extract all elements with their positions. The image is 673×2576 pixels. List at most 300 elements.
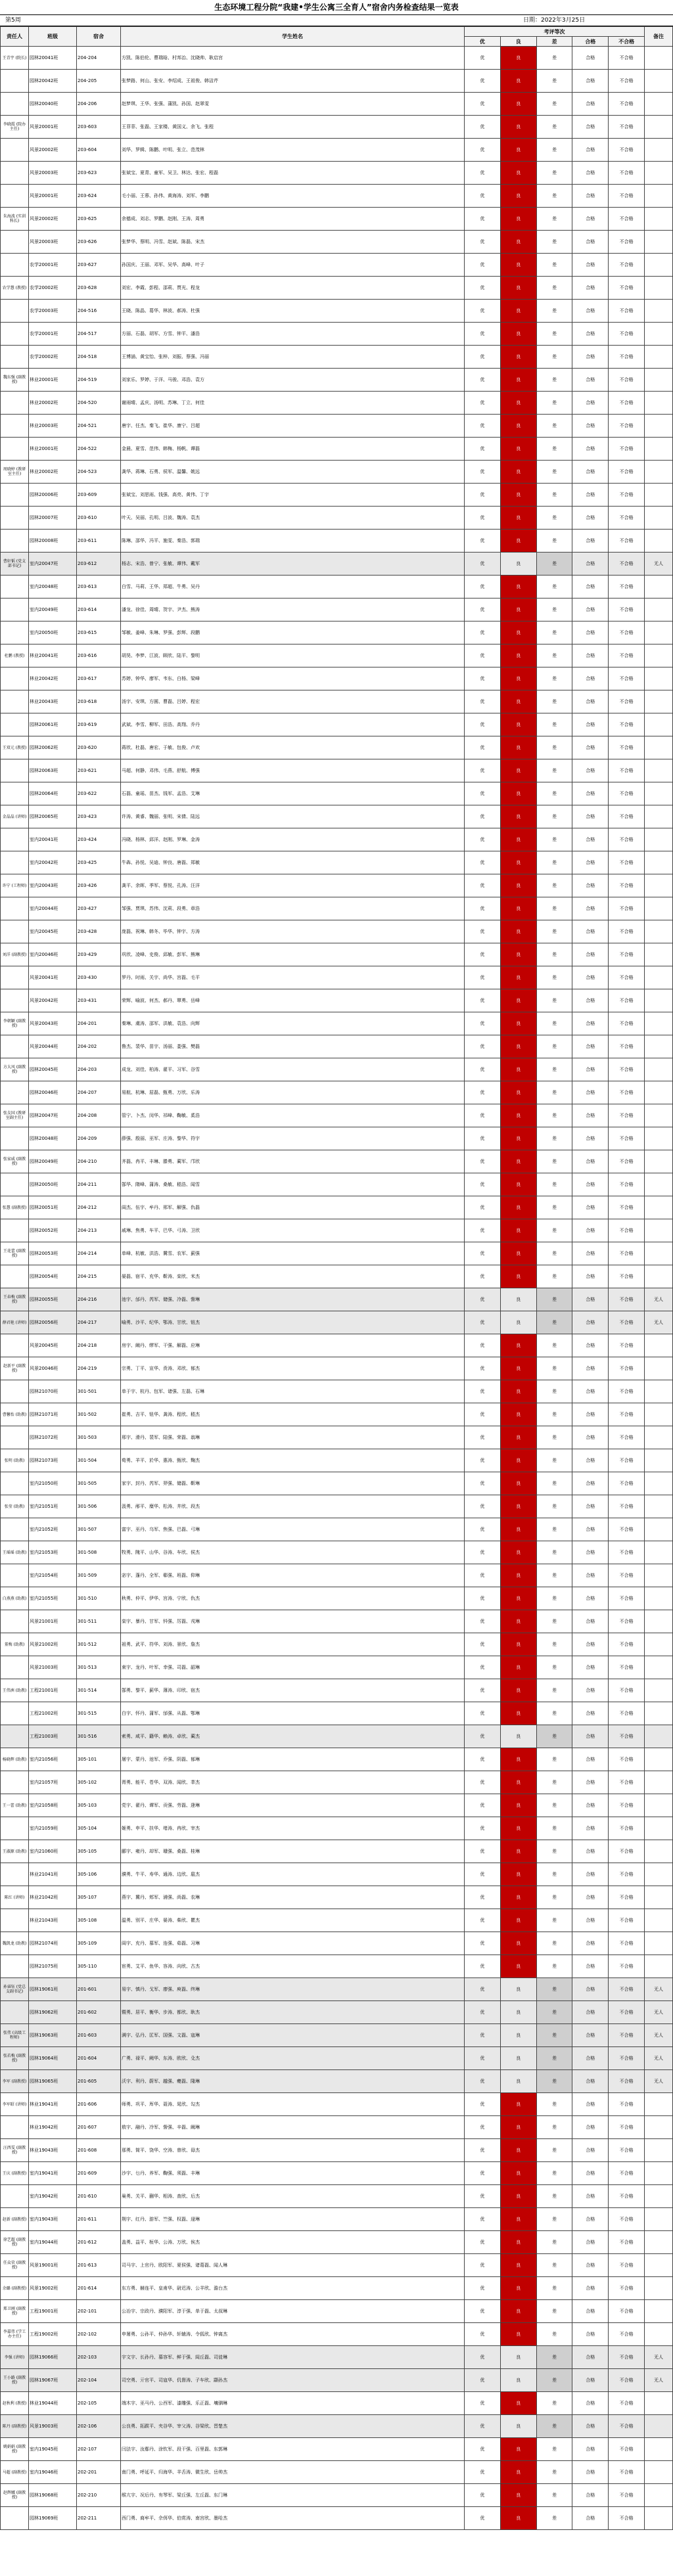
table-row bbox=[1, 1426, 673, 1449]
class-cell: 园林19068班 bbox=[29, 2484, 77, 2507]
class-cell: 室内21056班 bbox=[29, 1748, 77, 1771]
score-cell: 优 bbox=[465, 1104, 501, 1127]
owner-cell bbox=[1, 690, 29, 713]
owner-cell bbox=[1, 782, 29, 805]
result-cell: 合格 bbox=[572, 1564, 609, 1587]
table-row bbox=[1, 484, 673, 507]
class-cell: 风景21002班 bbox=[29, 1633, 77, 1656]
room-cell: 201-613 bbox=[77, 2254, 121, 2277]
table-row bbox=[1, 2254, 673, 2277]
fail-cell: 不合格 bbox=[609, 1909, 645, 1932]
score-cell: 良 bbox=[500, 1817, 536, 1840]
room-cell: 301-514 bbox=[77, 1679, 121, 1702]
score-cell: 良 bbox=[500, 1840, 536, 1863]
score-cell: 良 bbox=[500, 2231, 536, 2254]
fail-cell: 不合格 bbox=[609, 1610, 645, 1633]
fail-cell: 不合格 bbox=[609, 736, 645, 759]
score-cell: 差 bbox=[536, 805, 572, 828]
fail-cell: 不合格 bbox=[609, 1449, 645, 1472]
score-cell: 优 bbox=[465, 599, 501, 621]
score-cell: 优 bbox=[465, 2231, 501, 2254]
result-cell: 合格 bbox=[572, 1449, 609, 1472]
fail-cell: 不合格 bbox=[609, 599, 645, 621]
table-row bbox=[1, 1725, 673, 1748]
score-cell: 优 bbox=[465, 2024, 501, 2047]
class-cell: 园林20054班 bbox=[29, 1265, 77, 1288]
score-cell: 优 bbox=[465, 667, 501, 690]
fail-cell: 不合格 bbox=[609, 346, 645, 369]
score-cell: 优 bbox=[465, 1449, 501, 1472]
score-cell: 优 bbox=[465, 2415, 501, 2438]
result-cell: 合格 bbox=[572, 1702, 609, 1725]
table-row bbox=[1, 1127, 673, 1150]
score-cell: 差 bbox=[536, 690, 572, 713]
room-cell: 301-502 bbox=[77, 1403, 121, 1426]
room-cell: 201-602 bbox=[77, 2001, 121, 2024]
note-cell bbox=[645, 782, 673, 805]
room-cell: 305-104 bbox=[77, 1817, 121, 1840]
names-cell: 房宇、阚丹、缪军、干强、解磊、应琳 bbox=[121, 1334, 465, 1357]
date-label: 日期：2022年3月25日 bbox=[523, 17, 586, 24]
score-cell: 良 bbox=[500, 70, 536, 93]
score-cell: 良 bbox=[500, 599, 536, 621]
header-fail: 不合格 bbox=[609, 37, 645, 47]
score-cell: 优 bbox=[465, 2438, 501, 2461]
table-row bbox=[1, 1518, 673, 1541]
owner-cell bbox=[1, 1035, 29, 1058]
score-cell: 良 bbox=[500, 1702, 536, 1725]
score-cell: 优 bbox=[465, 2300, 501, 2323]
score-cell: 优 bbox=[465, 1909, 501, 1932]
table-row bbox=[1, 1403, 673, 1426]
class-cell: 室内20047班 bbox=[29, 553, 77, 576]
class-cell: 园林19065班 bbox=[29, 2070, 77, 2093]
result-cell: 合格 bbox=[572, 93, 609, 116]
owner-cell: 魏凯龙 (助教) bbox=[1, 1932, 29, 1955]
report-meta bbox=[0, 14, 673, 26]
note-cell bbox=[645, 1955, 673, 1978]
score-cell: 良 bbox=[500, 2461, 536, 2484]
score-cell: 优 bbox=[465, 966, 501, 989]
score-cell: 差 bbox=[536, 1104, 572, 1127]
result-cell: 合格 bbox=[572, 874, 609, 897]
score-cell: 优 bbox=[465, 116, 501, 139]
fail-cell: 不合格 bbox=[609, 576, 645, 599]
score-cell: 良 bbox=[500, 254, 536, 277]
table-row bbox=[1, 438, 673, 461]
note-cell bbox=[645, 736, 673, 759]
fail-cell: 不合格 bbox=[609, 621, 645, 644]
class-cell: 园林21071班 bbox=[29, 1403, 77, 1426]
note-cell bbox=[645, 2484, 673, 2507]
score-cell: 良 bbox=[500, 2093, 536, 2116]
class-cell: 林业20043班 bbox=[29, 690, 77, 713]
fail-cell: 不合格 bbox=[609, 1104, 645, 1127]
table-row bbox=[1, 2162, 673, 2185]
score-cell: 差 bbox=[536, 1656, 572, 1679]
score-cell: 差 bbox=[536, 920, 572, 943]
class-cell: 林业20002班 bbox=[29, 392, 77, 415]
names-cell: 许涛、黄睿、魏丽、张明、宋倩、陆远 bbox=[121, 805, 465, 828]
table-row bbox=[1, 2093, 673, 2116]
room-cell: 204-209 bbox=[77, 1127, 121, 1150]
note-cell bbox=[645, 2392, 673, 2415]
table-row bbox=[1, 690, 673, 713]
fail-cell: 不合格 bbox=[609, 1196, 645, 1219]
note-cell bbox=[645, 1909, 673, 1932]
names-cell: 方凯、陈伯伦、曹瑞晗、村邦治、沈晓帅、耿启宫 bbox=[121, 47, 465, 70]
score-cell: 差 bbox=[536, 484, 572, 507]
names-cell: 喻勇、沙平、纪华、鄂涛、甘欣、钮杰 bbox=[121, 1311, 465, 1334]
score-cell: 差 bbox=[536, 897, 572, 920]
result-cell: 合格 bbox=[572, 1725, 609, 1748]
score-cell: 优 bbox=[465, 1564, 501, 1587]
result-cell: 合格 bbox=[572, 507, 609, 530]
score-cell: 差 bbox=[536, 93, 572, 116]
names-cell: 潘龙、徐佳、周晴、贺宇、尹杰、熊涛 bbox=[121, 599, 465, 621]
score-cell: 良 bbox=[500, 2047, 536, 2070]
header-note: 备注 bbox=[645, 27, 673, 47]
note-cell bbox=[645, 47, 673, 70]
owner-cell bbox=[1, 576, 29, 599]
class-cell: 农学20002班 bbox=[29, 346, 77, 369]
room-cell: 204-211 bbox=[77, 1173, 121, 1196]
fail-cell: 不合格 bbox=[609, 1265, 645, 1288]
names-cell: 敖宇、融丹、冷军、訾强、辛磊、阚琳 bbox=[121, 2116, 465, 2139]
room-cell: 301-511 bbox=[77, 1610, 121, 1633]
fail-cell: 不合格 bbox=[609, 185, 645, 208]
score-cell: 优 bbox=[465, 1955, 501, 1978]
room-cell: 204-216 bbox=[77, 1288, 121, 1311]
score-cell: 优 bbox=[465, 1518, 501, 1541]
room-cell: 204-205 bbox=[77, 70, 121, 93]
names-cell: 易宇、慎丹、戈军、廖强、庾磊、终琳 bbox=[121, 1978, 465, 2001]
result-cell: 合格 bbox=[572, 1150, 609, 1173]
note-cell bbox=[645, 920, 673, 943]
report-title: 生态环境工程分院“我建•学生公寓三全育人”宿舍内务检查结果一览表 bbox=[214, 3, 459, 12]
score-cell: 良 bbox=[500, 47, 536, 70]
header-s1: 优 bbox=[465, 37, 501, 47]
table-row bbox=[1, 2024, 673, 2047]
score-cell: 优 bbox=[465, 1265, 501, 1288]
score-cell: 差 bbox=[536, 1357, 572, 1380]
note-cell bbox=[645, 162, 673, 185]
table-row bbox=[1, 966, 673, 989]
score-cell: 优 bbox=[465, 1610, 501, 1633]
score-cell: 差 bbox=[536, 2024, 572, 2047]
score-cell: 差 bbox=[536, 1426, 572, 1449]
score-cell: 良 bbox=[500, 2254, 536, 2277]
names-cell: 荣辉、喻波、何杰、郝丹、覃勇、岳峰 bbox=[121, 989, 465, 1012]
note-cell bbox=[645, 1334, 673, 1357]
room-cell: 203-612 bbox=[77, 553, 121, 576]
owner-cell: 王花蕾 (副教授) bbox=[1, 1242, 29, 1265]
score-cell: 优 bbox=[465, 1219, 501, 1242]
table-row bbox=[1, 162, 673, 185]
note-cell bbox=[645, 1081, 673, 1104]
note-cell bbox=[645, 1564, 673, 1587]
score-cell: 差 bbox=[536, 2254, 572, 2277]
fail-cell: 不合格 bbox=[609, 231, 645, 254]
score-cell: 良 bbox=[500, 1794, 536, 1817]
room-cell: 204-213 bbox=[77, 1219, 121, 1242]
names-cell: 东方勇、赫连平、皇甫华、尉迟涛、公羊欣、澹台杰 bbox=[121, 2277, 465, 2300]
table-row bbox=[1, 1587, 673, 1610]
room-cell: 203-427 bbox=[77, 897, 121, 920]
note-cell bbox=[645, 943, 673, 966]
class-cell: 室内19043班 bbox=[29, 2208, 77, 2231]
result-cell: 合格 bbox=[572, 1058, 609, 1081]
result-cell: 合格 bbox=[572, 1380, 609, 1403]
table-row bbox=[1, 208, 673, 231]
score-cell: 差 bbox=[536, 1817, 572, 1840]
owner-cell bbox=[1, 530, 29, 553]
fail-cell: 不合格 bbox=[609, 1541, 645, 1564]
owner-cell: 李强 (讲师) bbox=[1, 2346, 29, 2369]
result-cell: 合格 bbox=[572, 2415, 609, 2438]
fail-cell: 不合格 bbox=[609, 507, 645, 530]
score-cell: 优 bbox=[465, 1127, 501, 1150]
score-cell: 优 bbox=[465, 346, 501, 369]
result-cell: 合格 bbox=[572, 805, 609, 828]
owner-cell bbox=[1, 1863, 29, 1886]
room-cell: 201-604 bbox=[77, 2047, 121, 2070]
result-cell: 合格 bbox=[572, 621, 609, 644]
table-row bbox=[1, 1656, 673, 1679]
fail-cell: 不合格 bbox=[609, 70, 645, 93]
result-cell: 合格 bbox=[572, 851, 609, 874]
names-cell: 孙国庆、王丽、邓军、吴华、高峰、叶子 bbox=[121, 254, 465, 277]
score-cell: 优 bbox=[465, 323, 501, 346]
score-cell: 良 bbox=[500, 1012, 536, 1035]
result-cell: 合格 bbox=[572, 1081, 609, 1104]
names-cell: 索勇、咸平、籍华、赖涛、卓欣、蔺杰 bbox=[121, 1725, 465, 1748]
owner-cell: 王一蕾 (助教) bbox=[1, 1794, 29, 1817]
fail-cell: 不合格 bbox=[609, 1150, 645, 1173]
names-cell: 刘宏、李霞、彭程、邵莉、贾光、程龙 bbox=[121, 277, 465, 300]
class-cell: 园林20063班 bbox=[29, 759, 77, 782]
room-cell: 202-105 bbox=[77, 2392, 121, 2415]
owner-cell: 李朝颖 (副教授) bbox=[1, 1012, 29, 1035]
room-cell: 203-623 bbox=[77, 162, 121, 185]
table-row bbox=[1, 2369, 673, 2392]
score-cell: 良 bbox=[500, 93, 536, 116]
score-cell: 良 bbox=[500, 1472, 536, 1495]
score-cell: 优 bbox=[465, 300, 501, 323]
names-cell: 王博涵、黄宝怡、张梓、刘振、蔡强、冯丽 bbox=[121, 346, 465, 369]
table-row bbox=[1, 2208, 673, 2231]
room-cell: 204-214 bbox=[77, 1242, 121, 1265]
fail-cell: 不合格 bbox=[609, 1242, 645, 1265]
score-cell: 良 bbox=[500, 1081, 536, 1104]
note-cell bbox=[645, 1817, 673, 1840]
note-cell bbox=[645, 438, 673, 461]
table-row bbox=[1, 369, 673, 392]
owner-cell bbox=[1, 1564, 29, 1587]
score-cell: 良 bbox=[500, 2300, 536, 2323]
fail-cell: 不合格 bbox=[609, 2047, 645, 2070]
class-cell: 园林20047班 bbox=[29, 1104, 77, 1127]
result-cell: 合格 bbox=[572, 47, 609, 70]
room-cell: 203-613 bbox=[77, 576, 121, 599]
table-row bbox=[1, 254, 673, 277]
owner-cell bbox=[1, 851, 29, 874]
score-cell: 良 bbox=[500, 1932, 536, 1955]
score-cell: 差 bbox=[536, 2461, 572, 2484]
score-cell: 良 bbox=[500, 805, 536, 828]
class-cell: 林业21043班 bbox=[29, 1909, 77, 1932]
note-cell bbox=[645, 1403, 673, 1426]
score-cell: 良 bbox=[500, 1219, 536, 1242]
result-cell: 合格 bbox=[572, 1403, 609, 1426]
names-cell: 张斌宝、刘思雨、钱强、高亮、黄伟、丁宇 bbox=[121, 484, 465, 507]
note-cell bbox=[645, 1127, 673, 1150]
score-cell: 优 bbox=[465, 162, 501, 185]
room-cell: 204-523 bbox=[77, 461, 121, 484]
score-cell: 良 bbox=[500, 759, 536, 782]
score-cell: 优 bbox=[465, 2047, 501, 2070]
fail-cell: 不合格 bbox=[609, 2093, 645, 2116]
names-cell: 南门勇、呼延平、归海华、羊舌涛、微生欣、岳帅杰 bbox=[121, 2461, 465, 2484]
note-cell bbox=[645, 576, 673, 599]
names-cell: 方丽、石磊、胡军、方雪、钟平、潘浩 bbox=[121, 323, 465, 346]
table-row bbox=[1, 277, 673, 300]
score-cell: 良 bbox=[500, 507, 536, 530]
names-cell: 张斌宝、夏青、童军、吴卫、林达、张宏、程磊 bbox=[121, 162, 465, 185]
score-cell: 良 bbox=[500, 1771, 536, 1794]
owner-cell bbox=[1, 300, 29, 323]
owner-cell: 王伟洲 (助教) bbox=[1, 1679, 29, 1702]
score-cell: 优 bbox=[465, 231, 501, 254]
fail-cell: 不合格 bbox=[609, 1495, 645, 1518]
result-cell: 合格 bbox=[572, 2461, 609, 2484]
note-cell bbox=[645, 1794, 673, 1817]
score-cell: 差 bbox=[536, 2185, 572, 2208]
class-cell: 园林21074班 bbox=[29, 1932, 77, 1955]
class-cell: 园林20045班 bbox=[29, 1058, 77, 1081]
names-cell: 沙宇、乜丹、养军、鞠强、须磊、丰琳 bbox=[121, 2162, 465, 2185]
owner-cell: 孙睿钰 (党总支副书记) bbox=[1, 1978, 29, 2001]
score-cell: 差 bbox=[536, 1012, 572, 1035]
names-cell: 唐宇、任杰、秦飞、崔华、康宁、吕超 bbox=[121, 415, 465, 438]
score-cell: 优 bbox=[465, 1840, 501, 1863]
names-cell: 巢勇、关平、蒯华、相涛、查欣、后杰 bbox=[121, 2185, 465, 2208]
score-cell: 优 bbox=[465, 93, 501, 116]
result-cell: 合格 bbox=[572, 2162, 609, 2185]
table-row bbox=[1, 1633, 673, 1656]
fail-cell: 不合格 bbox=[609, 2070, 645, 2093]
owner-cell: 许宁 (工程师) bbox=[1, 874, 29, 897]
room-cell: 204-206 bbox=[77, 93, 121, 116]
owner-cell: 李军昭 (讲师) bbox=[1, 2093, 29, 2116]
owner-cell: 王庆 (副教授) bbox=[1, 2162, 29, 2185]
score-cell: 良 bbox=[500, 943, 536, 966]
class-cell: 室内20046班 bbox=[29, 943, 77, 966]
names-cell: 濮勇、牛平、寿华、通涛、边欣、扈杰 bbox=[121, 1863, 465, 1886]
fail-cell: 不合格 bbox=[609, 897, 645, 920]
fail-cell: 不合格 bbox=[609, 2001, 645, 2024]
note-cell bbox=[645, 1863, 673, 1886]
owner-cell bbox=[1, 1334, 29, 1357]
result-cell: 合格 bbox=[572, 346, 609, 369]
note-cell bbox=[645, 1219, 673, 1242]
score-cell: 优 bbox=[465, 1150, 501, 1173]
class-cell: 室内21054班 bbox=[29, 1564, 77, 1587]
table-row bbox=[1, 300, 673, 323]
class-cell: 林业20002班 bbox=[29, 461, 77, 484]
names-cell: 郜勇、黎平、蓟华、薄涛、印欣、宿杰 bbox=[121, 1679, 465, 1702]
fail-cell: 不合格 bbox=[609, 277, 645, 300]
owner-cell: 陈红 (讲师) bbox=[1, 1886, 29, 1909]
score-cell: 良 bbox=[500, 323, 536, 346]
score-cell: 良 bbox=[500, 231, 536, 254]
score-cell: 差 bbox=[536, 1242, 572, 1265]
room-cell: 203-603 bbox=[77, 116, 121, 139]
class-cell: 园林20055班 bbox=[29, 1288, 77, 1311]
owner-cell bbox=[1, 621, 29, 644]
class-cell: 园林20046班 bbox=[29, 1081, 77, 1104]
room-cell: 204-201 bbox=[77, 1012, 121, 1035]
header-room: 宿舍 bbox=[77, 27, 121, 47]
score-cell: 优 bbox=[465, 2369, 501, 2392]
owner-cell bbox=[1, 1472, 29, 1495]
fail-cell: 不合格 bbox=[609, 1633, 645, 1656]
class-cell: 园林20061班 bbox=[29, 713, 77, 736]
score-cell: 良 bbox=[500, 2323, 536, 2346]
result-cell: 合格 bbox=[572, 116, 609, 139]
score-cell: 优 bbox=[465, 369, 501, 392]
score-cell: 差 bbox=[536, 70, 572, 93]
table-row bbox=[1, 2185, 673, 2208]
owner-cell bbox=[1, 231, 29, 254]
room-cell: 305-101 bbox=[77, 1748, 121, 1771]
class-cell: 园林20056班 bbox=[29, 1311, 77, 1334]
table-row bbox=[1, 1702, 673, 1725]
class-cell: 室内20048班 bbox=[29, 576, 77, 599]
score-cell: 差 bbox=[536, 736, 572, 759]
fail-cell: 不合格 bbox=[609, 2461, 645, 2484]
result-cell: 合格 bbox=[572, 530, 609, 553]
table-row bbox=[1, 943, 673, 966]
score-cell: 优 bbox=[465, 1863, 501, 1886]
score-cell: 差 bbox=[536, 530, 572, 553]
result-cell: 合格 bbox=[572, 1495, 609, 1518]
result-cell: 合格 bbox=[572, 897, 609, 920]
names-cell: 单峰、杭敏、洪浩、冀雪、农军、蓟强 bbox=[121, 1242, 465, 1265]
owner-cell: 方大风 (副教授) bbox=[1, 1058, 29, 1081]
room-cell: 301-513 bbox=[77, 1656, 121, 1679]
room-cell: 201-606 bbox=[77, 2093, 121, 2116]
owner-cell: 徐艺超 (副教授) bbox=[1, 2231, 29, 2254]
table-row bbox=[1, 1449, 673, 1472]
score-cell: 差 bbox=[536, 2323, 572, 2346]
names-cell: 管宁、卜杰、闵华、祁峰、鞠敏、奚浩 bbox=[121, 1104, 465, 1127]
result-cell: 合格 bbox=[572, 2116, 609, 2139]
fail-cell: 不合格 bbox=[609, 759, 645, 782]
score-cell: 优 bbox=[465, 1702, 501, 1725]
score-cell: 差 bbox=[536, 507, 572, 530]
fail-cell: 不合格 bbox=[609, 139, 645, 162]
owner-cell: 金晶晶 (讲师) bbox=[1, 805, 29, 828]
room-cell: 203-628 bbox=[77, 277, 121, 300]
class-cell: 风景19001班 bbox=[29, 2254, 77, 2277]
names-cell: 司空勇、亓官平、司寇华、仉督涛、子车欣、颛孙杰 bbox=[121, 2369, 465, 2392]
names-cell: 苏婷、钟华、廖军、韦东、白杨、梁峰 bbox=[121, 667, 465, 690]
score-cell: 良 bbox=[500, 1656, 536, 1679]
names-cell: 石磊、童瑶、苗杰、钱军、孟浩、艾琳 bbox=[121, 782, 465, 805]
class-cell: 农学20003班 bbox=[29, 300, 77, 323]
names-cell: 崔勇、吉平、钮华、龚涛、程欣、嵇杰 bbox=[121, 1403, 465, 1426]
